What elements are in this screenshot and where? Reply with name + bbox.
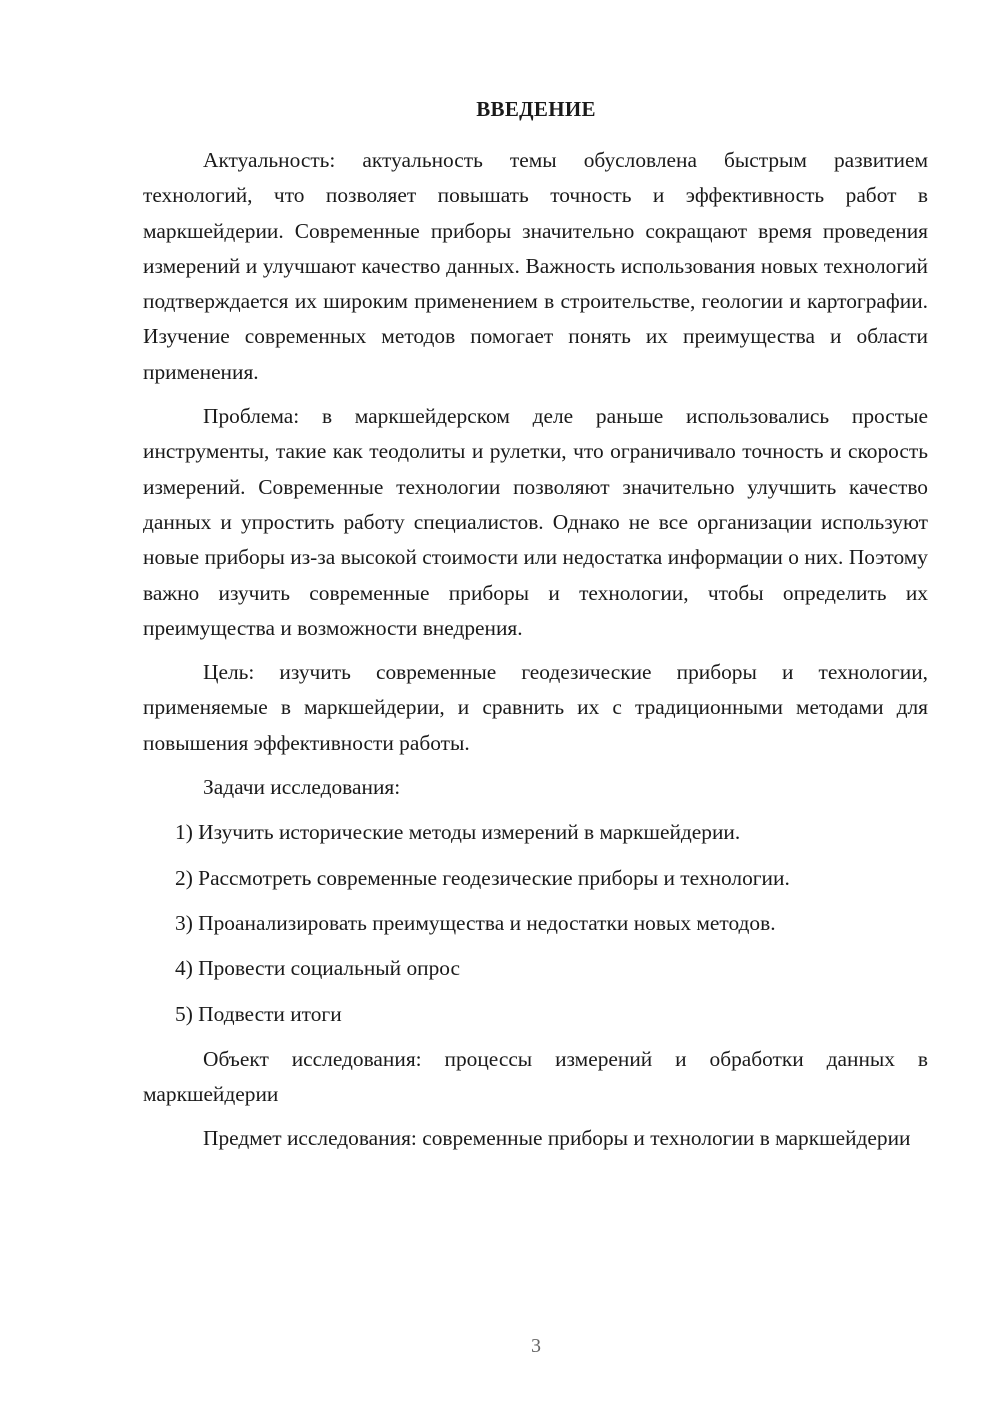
paragraph-goal: Цель: изучить современные геодезические приборы и технологии, применяемые в маркшейдерии, и сравнить их с традиционными методами для повышения эффективности работы. (143, 660, 928, 755)
task-item: 1) Изучить исторические методы измерений в маркшейдерии. (175, 820, 741, 845)
tasks-heading: Задачи исследования: (203, 775, 401, 800)
paragraph-relevance: Актуальность: актуальность темы обусловлена быстрым развитием технологий, что позволяет повышать точность и эффективность работ в маркшейдерии. Современные приборы значительно сокращают время проведения измерений и улучшают качество данных. Важность использования новых технологий подтверждается их широким применением в строительстве, геологии и картографии. Изучение современных методов помогает понять их преимущества и области применения. (143, 148, 928, 384)
paragraph-object: Объект исследования: процессы измерений и обработки данных в маркшейдерии (143, 1046, 928, 1107)
document-body (143, 143, 928, 1166)
task-item: 5) Подвести итоги (175, 1001, 342, 1026)
task-item: 3) Проанализировать преимущества и недостатки новых методов. (175, 910, 776, 935)
page-title: ВВЕДЕНИЕ (476, 97, 596, 121)
task-item: 2) Рассмотреть современные геодезические приборы и технологии. (175, 865, 790, 890)
tasks-list (143, 815, 928, 1031)
paragraph-subject: Предмет исследования: современные приборы и технологии в маркшейдерии (203, 1126, 911, 1151)
task-item: 4) Провести социальный опрос (175, 956, 461, 981)
page-number: 3 (531, 1335, 541, 1357)
paragraph-problem: Проблема: в маркшейдерском деле раньше использовались простые инструменты, такие как теодолиты и рулетки, что ограничивало точность и скорость измерений. Современные технологии позволяют значительно улучшить качество данных и упростить работу специалистов. Однако не все организации используют новые приборы из-за высокой стоимости или недостатка информации о них. Поэтому важно изучить современные приборы и технологии, чтобы определить их преимущества и возможности внедрения. (143, 404, 928, 640)
